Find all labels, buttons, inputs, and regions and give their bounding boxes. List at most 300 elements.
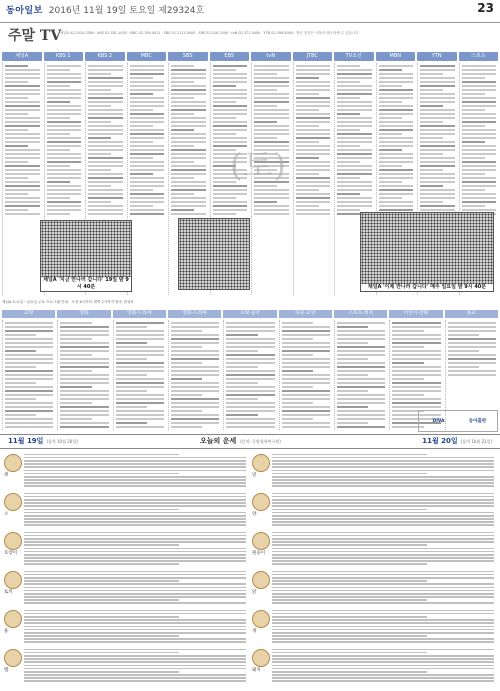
category-header: 영화·드라마	[168, 310, 221, 318]
schedule-line	[337, 205, 372, 207]
schedule-line	[337, 402, 385, 404]
schedule-line	[337, 358, 368, 360]
schedule-line	[5, 398, 36, 400]
schedule-line	[462, 173, 485, 175]
schedule-line	[296, 189, 319, 191]
schedule-line	[392, 386, 440, 388]
program-photo-center	[178, 218, 250, 290]
schedule-line	[337, 141, 372, 143]
schedule-line	[5, 121, 40, 123]
schedule-line	[47, 93, 82, 95]
schedule-line	[171, 346, 202, 348]
channel-header: KBS 1	[44, 52, 84, 61]
schedule-line	[337, 370, 385, 372]
schedule-line	[226, 386, 274, 388]
channel-header: KBS 2	[85, 52, 125, 61]
category-header-row	[2, 310, 498, 318]
schedule-line	[337, 157, 372, 159]
schedule-line	[254, 209, 289, 211]
zodiac-name: 원숭이	[252, 551, 266, 556]
schedule-line	[379, 101, 402, 103]
schedule-line	[130, 189, 153, 191]
schedule-line	[5, 426, 53, 428]
schedule-line	[448, 362, 496, 364]
schedule-line	[88, 113, 123, 115]
schedule-line	[296, 149, 331, 151]
schedule-line	[171, 105, 206, 107]
schedule-line	[47, 201, 82, 203]
schedule-line	[171, 330, 202, 332]
schedule-line	[392, 362, 423, 364]
schedule-line	[392, 334, 440, 336]
schedule-line	[420, 97, 455, 99]
schedule-line	[392, 374, 440, 376]
schedule-line	[254, 97, 289, 99]
schedule-line	[5, 410, 53, 412]
schedule-line	[462, 181, 497, 183]
schedule-line	[448, 370, 496, 372]
schedule-line	[171, 410, 202, 412]
schedule-line	[392, 326, 440, 328]
schedule-line	[296, 109, 319, 111]
schedule-line	[130, 197, 165, 199]
schedule-line	[420, 69, 455, 71]
schedule-line	[130, 161, 165, 163]
schedule-line	[337, 386, 385, 388]
schedule-line	[5, 149, 40, 151]
schedule-line	[60, 402, 91, 404]
schedule-line	[296, 133, 331, 135]
schedule-line	[5, 73, 40, 75]
schedule-line	[171, 334, 219, 336]
schedule-line	[171, 354, 219, 356]
schedule-line	[213, 133, 236, 135]
schedule-line	[171, 382, 219, 384]
schedule-line	[392, 406, 440, 408]
fortune-header	[0, 434, 500, 449]
schedule-line	[130, 125, 153, 127]
schedule-line	[171, 370, 219, 372]
schedule-line	[462, 157, 485, 159]
schedule-line	[226, 330, 274, 332]
schedule-line	[130, 193, 165, 195]
schedule-line	[254, 73, 277, 75]
schedule-line	[226, 390, 274, 392]
schedule-line	[420, 65, 455, 67]
schedule-line	[88, 197, 123, 199]
schedule-line	[47, 73, 82, 75]
schedule-line	[88, 209, 123, 211]
schedule-line	[116, 382, 164, 384]
schedule-line	[226, 370, 274, 372]
schedule-line	[5, 165, 40, 167]
schedule-line	[88, 109, 123, 111]
schedule-line	[337, 89, 372, 91]
schedule-line	[254, 93, 289, 95]
schedule-line	[337, 173, 372, 175]
schedule-line	[116, 330, 164, 332]
schedule-line	[296, 101, 331, 103]
schedule-line	[130, 153, 165, 155]
schedule-line	[60, 422, 108, 424]
schedule-line	[462, 77, 485, 79]
schedule-line	[88, 117, 123, 119]
schedule-line	[171, 322, 219, 324]
schedule-line	[47, 89, 82, 91]
schedule-line	[392, 330, 423, 332]
schedule-line	[462, 133, 497, 135]
schedule-line	[171, 89, 206, 91]
schedule-line	[116, 418, 164, 420]
schedule-line	[379, 173, 414, 175]
schedule-line	[379, 65, 414, 67]
schedule-line	[47, 105, 82, 107]
schedule-line	[171, 113, 194, 115]
schedule-line	[282, 390, 330, 392]
schedule-line	[5, 161, 28, 163]
schedule-line	[282, 330, 330, 332]
schedule-line	[379, 177, 414, 179]
schedule-line	[462, 73, 497, 75]
schedule-line	[171, 189, 206, 191]
schedule-line	[462, 93, 485, 95]
schedule-line	[47, 209, 82, 211]
schedule-line	[462, 69, 497, 71]
schedule-line	[379, 73, 414, 75]
schedule-line	[47, 85, 70, 87]
schedule-line	[337, 161, 360, 163]
schedule-line	[130, 97, 165, 99]
fortune-text	[272, 647, 494, 682]
schedule-line	[282, 326, 330, 328]
schedule-line	[88, 137, 111, 139]
schedule-line	[171, 414, 219, 416]
schedule-line	[47, 149, 70, 151]
schedule-line	[392, 378, 423, 380]
schedule-line	[282, 386, 313, 388]
schedule-line	[337, 81, 360, 83]
schedule-line	[5, 374, 53, 376]
schedule-line	[171, 350, 219, 352]
schedule-line	[5, 358, 53, 360]
schedule-line	[337, 149, 372, 151]
schedule-line	[337, 378, 385, 380]
schedule-line	[379, 161, 414, 163]
schedule-line	[337, 426, 385, 428]
schedule-line	[5, 193, 28, 195]
schedule-line	[420, 85, 455, 87]
schedule-line	[448, 322, 496, 324]
channel-header: 채널A	[2, 52, 42, 61]
schedule-line	[5, 137, 40, 139]
schedule-line	[462, 193, 497, 195]
schedule-line	[213, 125, 248, 127]
schedule-line	[254, 137, 277, 139]
schedule-line	[5, 390, 53, 392]
schedule-line	[392, 402, 440, 404]
schedule-line	[116, 402, 164, 404]
schedule-line	[5, 129, 28, 131]
schedule-line	[60, 330, 108, 332]
schedule-line	[420, 185, 443, 187]
schedule-line	[47, 181, 70, 183]
schedule-line	[88, 69, 123, 71]
schedule-line	[448, 330, 496, 332]
schedule-line	[130, 89, 165, 91]
schedule-line	[47, 129, 82, 131]
schedule-line	[5, 109, 40, 111]
schedule-line	[337, 109, 372, 111]
channel-header: JTBC	[293, 52, 333, 61]
channel-header: MBN	[376, 52, 416, 61]
schedule-line	[226, 402, 274, 404]
zodiac-icon	[4, 610, 22, 628]
schedule-line	[282, 402, 313, 404]
photo-caption-right: 채널A '이제 만나러 갑니다' 매주 일요일 밤 9시 40분	[361, 284, 493, 291]
schedule-line	[5, 157, 40, 159]
schedule-line	[448, 354, 496, 356]
schedule-line	[379, 165, 402, 167]
schedule-line	[337, 177, 360, 179]
schedule-line	[171, 161, 194, 163]
schedule-line	[171, 358, 219, 360]
schedule-line	[5, 145, 28, 147]
category-header: 영화	[57, 310, 110, 318]
schedule-line	[226, 326, 274, 328]
schedule-line	[5, 125, 40, 127]
ad-donga-publishing: 동아출판	[468, 419, 487, 424]
schedule-line	[88, 149, 123, 151]
schedule-line	[116, 398, 164, 400]
schedule-line	[213, 113, 248, 115]
page-title: 주말 TV	[8, 28, 62, 44]
schedule-line	[5, 330, 53, 332]
schedule-line	[462, 197, 497, 199]
schedule-line	[296, 173, 319, 175]
schedule-line	[420, 177, 455, 179]
schedule-line	[379, 133, 402, 135]
schedule-line	[60, 326, 108, 328]
schedule-line	[171, 101, 206, 103]
fortune-text	[24, 530, 246, 565]
schedule-line	[296, 205, 319, 207]
schedule-line	[392, 370, 440, 372]
schedule-line	[5, 81, 28, 83]
schedule-line	[448, 338, 496, 340]
schedule-line	[254, 109, 289, 111]
schedule-line	[337, 189, 372, 191]
schedule-line	[282, 410, 330, 412]
zodiac-name: 돼지	[252, 668, 261, 673]
schedule-line	[171, 390, 219, 392]
schedule-line	[254, 125, 289, 127]
schedule-line	[282, 338, 313, 340]
schedule-line	[337, 350, 385, 352]
saturday-stamp: (토)	[230, 146, 286, 184]
schedule-line	[116, 426, 164, 428]
schedule-line	[296, 117, 331, 119]
schedule-line	[60, 354, 91, 356]
schedule-line	[462, 205, 485, 207]
schedule-line	[420, 117, 455, 119]
schedule-line	[462, 85, 497, 87]
schedule-line	[254, 201, 277, 203]
schedule-line	[5, 205, 40, 207]
schedule-line	[213, 77, 248, 79]
schedule-line	[420, 193, 455, 195]
schedule-line	[171, 65, 194, 67]
schedule-line	[47, 133, 70, 135]
schedule-line	[337, 418, 385, 420]
schedule-line	[213, 109, 248, 111]
schedule-line	[379, 153, 414, 155]
schedule-line	[282, 418, 313, 420]
masthead-title: 동아일보	[6, 6, 43, 16]
schedule-line	[462, 117, 497, 119]
schedule-line	[171, 366, 219, 368]
schedule-line	[462, 101, 497, 103]
schedule-line	[171, 406, 219, 408]
schedule-line	[130, 149, 165, 151]
schedule-line	[296, 65, 331, 67]
schedule-line	[47, 197, 70, 199]
category-header: 다큐·교양	[279, 310, 332, 318]
schedule-line	[379, 77, 414, 79]
schedule-line	[420, 209, 455, 211]
schedule-line	[379, 129, 414, 131]
schedule-line	[379, 169, 414, 171]
schedule-line	[226, 350, 257, 352]
schedule-line	[130, 185, 165, 187]
schedule-line	[88, 165, 123, 167]
channel-header: SBS	[168, 52, 208, 61]
schedule-line	[130, 173, 153, 175]
schedule-line	[282, 322, 313, 324]
schedule-line	[5, 209, 28, 211]
schedule-line	[254, 121, 277, 123]
schedule-line	[254, 105, 277, 107]
zodiac-icon	[4, 532, 22, 550]
schedule-line	[337, 77, 372, 79]
schedule-line	[462, 185, 497, 187]
schedule-line	[88, 189, 123, 191]
schedule-line	[448, 374, 496, 376]
schedule-line	[379, 201, 414, 203]
schedule-line	[296, 145, 331, 147]
schedule-line	[379, 89, 414, 91]
schedule-line	[392, 390, 440, 392]
photo-halftone	[361, 213, 493, 291]
schedule-line	[448, 366, 479, 368]
schedule-line	[88, 205, 123, 207]
zodiac-icon	[252, 493, 270, 511]
schedule-line	[296, 69, 331, 71]
schedule-line	[337, 185, 372, 187]
schedule-line	[116, 334, 164, 336]
schedule-line	[116, 322, 164, 324]
schedule-line	[130, 77, 153, 79]
schedule-line	[60, 382, 108, 384]
schedule-line	[171, 169, 206, 171]
schedule-line	[296, 153, 331, 155]
category-header: 영화·드라마	[113, 310, 166, 318]
schedule-line	[337, 346, 385, 348]
schedule-line	[116, 342, 147, 344]
zodiac-name: 개	[252, 629, 257, 634]
schedule-line	[462, 81, 497, 83]
schedule-line	[337, 73, 372, 75]
schedule-line	[116, 374, 147, 376]
schedule-line	[282, 342, 330, 344]
schedule-line	[420, 77, 455, 79]
schedule-line	[5, 402, 53, 404]
schedule-line	[171, 201, 206, 203]
schedule-line	[5, 338, 53, 340]
schedule-line	[213, 121, 248, 123]
schedule-line	[254, 113, 289, 115]
schedule-line	[379, 189, 414, 191]
fortune-text	[24, 569, 246, 604]
schedule-line	[462, 209, 497, 211]
schedule-line	[5, 422, 53, 424]
schedule-line	[171, 193, 194, 195]
schedule-line	[47, 185, 82, 187]
schedule-line	[171, 326, 219, 328]
schedule-line	[130, 141, 153, 143]
schedule-line	[116, 350, 164, 352]
schedule-line	[171, 85, 206, 87]
schedule-line	[337, 354, 385, 356]
schedule-line	[226, 422, 274, 424]
schedule-line	[420, 113, 455, 115]
schedule-line	[88, 157, 123, 159]
schedule-line	[171, 213, 206, 215]
schedule-line	[226, 378, 274, 380]
schedule-line	[254, 133, 289, 135]
schedule-line	[254, 89, 277, 91]
schedule-line	[116, 354, 164, 356]
schedule-line	[171, 185, 206, 187]
schedule-line	[116, 366, 164, 368]
schedule-line	[47, 169, 82, 171]
fortune-text	[24, 608, 246, 643]
schedule-line	[60, 418, 91, 420]
schedule-line	[47, 165, 70, 167]
schedule-line	[213, 97, 248, 99]
schedule-line	[337, 125, 372, 127]
schedule-line	[337, 390, 368, 392]
schedule-line	[88, 145, 123, 147]
schedule-line	[392, 322, 440, 324]
issue-date: 2016년 11월 19일 토요일 제29324호	[48, 6, 205, 16]
schedule-line	[337, 97, 360, 99]
schedule-line	[171, 165, 206, 167]
schedule-line	[420, 165, 455, 167]
ad-box	[418, 410, 498, 432]
schedule-line	[88, 121, 111, 123]
schedule-line	[5, 350, 36, 352]
schedule-line	[171, 77, 206, 79]
schedule-line	[282, 382, 330, 384]
schedule-line	[282, 362, 330, 364]
schedule-line	[213, 189, 248, 191]
schedule-line	[213, 197, 236, 199]
schedule-line	[60, 426, 108, 428]
schedule-line	[462, 109, 485, 111]
schedule-line	[171, 209, 194, 211]
contact-info: 채널A 02-2020-3380 · KBS 02-781-1000 · MBC 02-789-0011 · SBS 02-2113-5000 · EBS 02-526-2000 · tvN 02-371-5000 · YTN 02-398-8000 · 방송 일정은 사정에 따라 바뀔 수 있습니다	[60, 31, 359, 35]
schedule-line	[392, 346, 423, 348]
